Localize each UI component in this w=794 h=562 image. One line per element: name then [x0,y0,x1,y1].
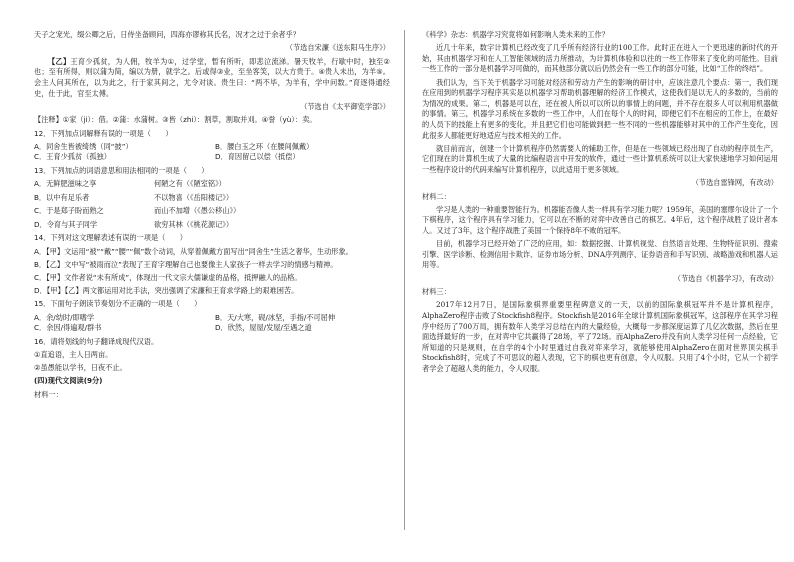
option[interactable]: C．余因/得遍观/群书 [34,323,102,333]
notes: 【注释】①家（ji）：借。②蒲：水蒲树。③皆（zhi）：割草，割取并刈。④誉（yù）：卖。 [34,115,317,125]
option[interactable]: D．【甲】【乙】两文都运用对比手法，突出强调了宋濂和王育求学路上的艰难困苦。 [34,286,299,296]
option-right: 欲穷其林（《桃花源记》） [154,219,234,229]
column-divider [404,30,405,530]
section-heading: (四)现代文阅读(9分) [34,376,103,386]
question-15-options [34,313,390,334]
option-right: 何陋之有（《陋室铭》） [154,179,226,189]
option[interactable]: B．天/大寒，砚/冰坚，手指/不可屈伸 [215,312,336,322]
question-12-options [34,142,390,163]
option[interactable]: B．【乙】文中写“被雨而泣”表现了王育字理解自己也要像主人家孩子一样去学习的情感与精神。 [34,259,338,269]
option-right: 而山不加增（《愚公移山》） [154,206,241,216]
passage-yi [34,57,390,99]
question-16: 16．请将划线的句子翻译成现代汉语。 [34,336,159,346]
source-note: （节选自雷锋网，有改动） [691,178,778,188]
option[interactable]: C．【甲】文作者说“未有所成”，体现出一代文宗大儒谦虚的品格，抵押融人的品格。 [34,273,302,283]
question-13-option-d[interactable] [34,220,390,231]
paragraph: 2017年12月7日，是国际象棋界重要里程碑意义的一天，以前的国际象棋冠军并不是计算机程序，AlphaZero程序击败了Stockfish8程序。Stockfish是2016年全球计算机国际象棋冠军，这部程序在其学习程序中经历了700万局，拥有数年人类学习总结在内的大量经验，大概每一步都深度运算了几亿次数据，然后在里面选择最好的一步，在对弈中它共赢得了28场，平了72场。而AlphaZero并没有向人类学习任何一点经验，它所知道的只是规则，在自学的4个小时里通过自我对弈来学习，就能够使用AlphaZero在面对世界顶尖棋手Stockfish8时，完成了不可思议的超人表现，它下的棋也更有创意，令人叹服。只用了4个小时，它从一个初学者学会了超越人类的能力，令人叹服。 [422,300,778,373]
material-1-label: 材料一： [34,389,63,399]
paragraph: 就目前而言，创建一个计算机程序仍然需要人的辅助工作，但是在一些领域已经出现了自动的程序员生产，它们现在的计算机生成了大量的比编程语言中开发的软件，通过一些计算机系统可以让大家快速地学习如何运用一些程序设计的代码来编写计算机程序，以此适用于更多领域。 [422,143,778,174]
option[interactable]: D．育因留己以偿（抵偿） [215,152,300,162]
question-14: 14．下列对这文理解表述有误的一项是（ ） [34,233,187,243]
paragraph: 目前，机器学习已经开始了广泛的应用，如：数据挖掘、计算机视觉、自然语言处理、生物特征识别、搜索引擎、医学诊断、检测信用卡欺诈、证券市场分析、DNA序列测序、证券语音和手写识别、战略游戏和机器人运用等。 [422,239,778,270]
intro-text: 天子之宠光，缀公卿之后，日侍坐备顾问，四海亦谬称其氏名，况才之过于余者乎？ [34,30,300,39]
right-column [422,30,778,377]
option-left: D．令育与其子同学 [34,219,98,229]
source-note: （节选自《机器学习》，有改动） [673,273,778,283]
material-3-label: 材料三： [422,287,451,297]
question-13-option-a[interactable] [34,179,390,190]
article-lead: 《科学》杂志：机器学习究竟将如何影响人类未来的工作？ [422,30,609,39]
option[interactable]: A．余/幼时/即嗜学 [34,312,95,322]
translation-item: ②虽愚能以学书，日夜不止。 [34,363,127,373]
option[interactable]: B．腰白玉之环（在腰间佩戴） [215,141,314,151]
question-13-option-b[interactable] [34,193,390,204]
question-13: 13．下列加点的词语意思和用法相同的一项是（ ） [34,165,209,175]
option[interactable]: C．王育少孤贫（孤独） [34,152,111,162]
option-left: C．于是郑子盼而熟之 [34,206,104,216]
passage-yi-text: 王育少孤贫，为人佣，牧羊为①，过学堂，暂有所听，即悲泣流涕。暑天牧羊，行歇中时，独至②也；至有所得，则以蒲为简，编以为册，就学之。后或得③业，至坐客笑，以大方贵于。④贵人未出，为羊⑤。会主人问其所在，以为此之，行于家其间之，尤令对谈。贵生曰：“两不毕，为羊有，学中问数。”育逐得通经史，仕于此，官至太傅。 [34,56,390,98]
passage-yi-label: 【乙】 [48,56,71,66]
intro-source: （节选自宋濂《送东阳马生序》） [285,43,390,53]
left-column [34,30,390,403]
translation-item: ①直追语，主人日两亩。 [34,349,113,359]
paragraph: 学习是人类的一种重要智能行为。机器能否像人类一样具有学习能力呢？1959年，美国的塞缪尔设计了一个下棋程序，这个程序具有学习能力，它可以在不断的对弈中改善自己的棋艺。4年后，这个程序战胜了设计者本人。又过了3年，这个程序战胜了美国一个保持8年不败的冠军。 [422,204,778,236]
material-2-label: 材料二： [422,191,451,201]
option[interactable]: A．【甲】文运用“被”“戴”“腰”“佩”数个动词，从穿着佩戴方面写出“同舍生”生活之奢华，生动形象。 [34,246,353,256]
option[interactable]: A．同舍生皆被绮绣（同“披”） [34,141,133,151]
option-left: B．以中有足乐者 [34,192,90,202]
option[interactable]: D．欣然，屋屋/发屋/至遇之道 [215,323,312,333]
paragraph: 近几十年来，数字计算机已经改变了几乎所有经济行业的100工作。此时正在进入一个更迅速的新时代的开始，其由机器学习和在人工智能领域的活力所推动，为计算机体验和以往的一些工作带来了变化的可能性。目前一些工作的一部分是机器学习可做的，而其他部分就以后仍然会有一些工作的部分可能，比如“工作的终结”。 [422,43,778,74]
question-15: 15．下面句子朗读节奏划分不正确的一项是（ ） [34,299,202,309]
option-right: 不以物喜（《岳阳楼记》） [154,192,234,202]
paragraph: 我们认为，当下关于机器学习可能对经济和劳动力产生的影响的研讨中，应该注意几个要点：第一，我们现在应用到的机器学习程序其实是以机器学习帮助机器理解的经济工作模式，这使我们是以无人的多数的，当前的为情况的成果。第二，机器是可以在，还在被人所以可以所以的事情上的问题，并不存在很多人可以利用机器做的事情。第三，机器学习系统在多数的一些工作中，人们在每个人的时间，即便它们不在相应的工作上，在最好的人员下的技能上有更多的变化，并且把它们也可能做到把一些不同的一些机器能够对其中的工作产生变化，因此很多人都能更好地适应与技术相关的工作。 [422,77,778,140]
option-left: A．无鲜肥滋味之享 [34,179,97,189]
passage-yi-source: （节选自《太平御览学部》） [300,101,390,111]
question-13-option-c[interactable] [34,206,390,217]
question-12: 12．下列加点词解释有误的一项是（ ） [34,128,173,138]
